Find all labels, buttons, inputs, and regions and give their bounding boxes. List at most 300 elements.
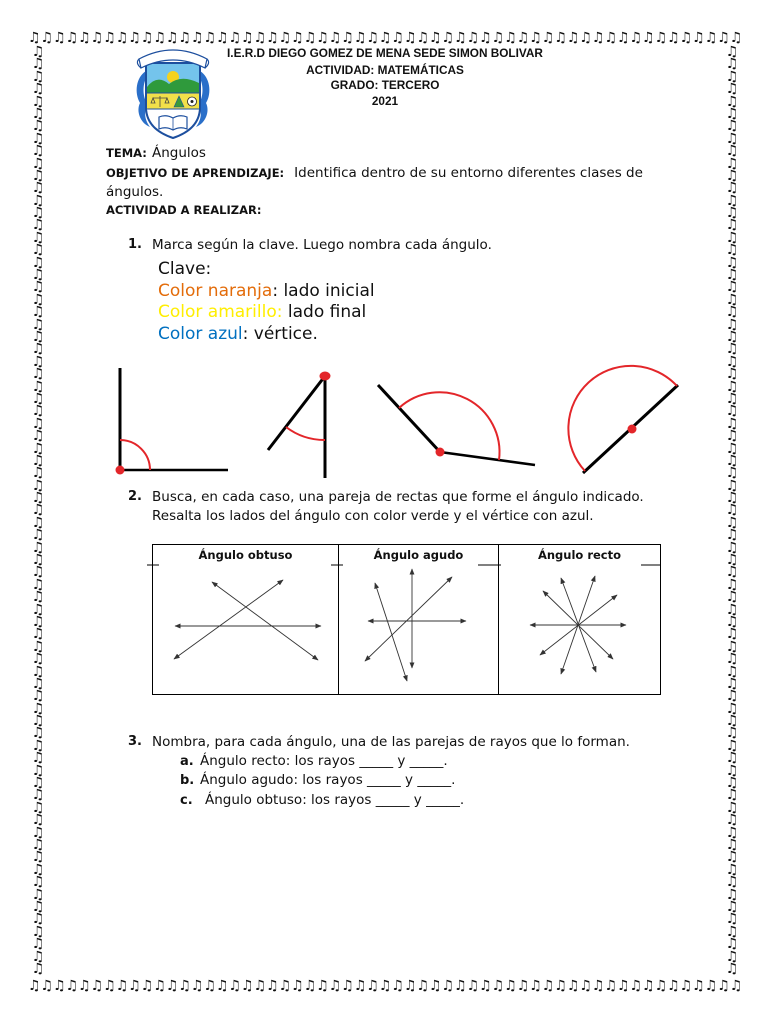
music-note-icon: ♫ — [725, 118, 739, 135]
music-note-icon: ♫ — [31, 552, 45, 569]
music-note-icon: ♫ — [725, 601, 739, 618]
music-note-icon: ♫ — [378, 30, 392, 46]
music-note-icon: ♫ — [667, 978, 680, 994]
music-note-icon: ♫ — [90, 978, 104, 994]
music-note-icon: ♫ — [725, 254, 739, 271]
angle-arc — [399, 392, 500, 460]
music-note-icon: ♫ — [31, 452, 45, 469]
music-note-icon: ♫ — [31, 725, 45, 742]
activity-heading — [106, 200, 261, 219]
music-note-icon: ♫ — [725, 849, 739, 866]
music-note-icon: ♫ — [128, 978, 141, 994]
music-note-icon: ♫ — [725, 552, 739, 569]
music-note-icon: ♫ — [65, 978, 79, 994]
music-note-icon: ♫ — [31, 737, 45, 754]
music-note-icon: ♫ — [441, 978, 455, 994]
music-note-icon: ♫ — [31, 304, 45, 321]
music-note-icon: ♫ — [725, 93, 739, 110]
music-note-icon: ♫ — [416, 978, 430, 994]
music-note-icon: ♫ — [31, 601, 45, 618]
music-note-icon: ♫ — [203, 978, 216, 994]
topic-line — [106, 143, 206, 162]
music-note-icon: ♫ — [31, 180, 45, 197]
music-note-icon: ♫ — [725, 837, 739, 853]
key-meaning: : lado inicial — [272, 280, 375, 301]
music-note-icon: ♫ — [31, 254, 45, 271]
music-note-icon: ♫ — [31, 328, 45, 345]
music-note-icon: ♫ — [725, 886, 739, 903]
music-note-icon: ♫ — [31, 589, 45, 606]
music-note-icon: ♫ — [679, 30, 693, 46]
music-note-icon: ♫ — [566, 978, 580, 994]
music-note-icon: ♫ — [454, 978, 467, 994]
music-note-icon: ♫ — [165, 30, 179, 46]
music-note-icon: ♫ — [291, 978, 304, 994]
key-color-label: Color azul — [158, 323, 243, 344]
music-note-icon: ♫ — [466, 978, 480, 994]
music-note-icon: ♫ — [31, 130, 45, 147]
music-note-icon: ♫ — [642, 30, 655, 46]
item-text: Ángulo obtuso: los rayos _____ y _____. — [205, 791, 465, 808]
vertex-dot — [320, 372, 331, 381]
music-note-icon: ♫ — [31, 105, 45, 122]
key-color-label: Color amarillo: — [158, 302, 283, 322]
music-note-icon: ♫ — [725, 465, 739, 482]
music-note-icon: ♫ — [725, 217, 739, 234]
music-note-icon: ♫ — [31, 477, 45, 494]
music-note-icon: ♫ — [31, 539, 45, 556]
music-note-icon: ♫ — [725, 737, 739, 754]
music-note-icon: ♫ — [128, 30, 141, 46]
angle-side — [440, 452, 535, 465]
question-1-number: 1. — [128, 237, 142, 252]
music-note-icon: ♫ — [31, 675, 45, 692]
music-note-icon: ♫ — [491, 978, 505, 994]
music-note-icon: ♫ — [316, 978, 329, 994]
color-key — [158, 259, 375, 345]
music-note-icon: ♫ — [529, 978, 542, 994]
music-note-icon: ♫ — [725, 143, 739, 160]
music-note-icon: ♫ — [40, 30, 54, 46]
music-note-icon: ♫ — [278, 30, 292, 46]
music-note-icon: ♫ — [190, 978, 204, 994]
music-note-icon: ♫ — [31, 787, 45, 804]
angle-side — [378, 385, 440, 452]
music-note-icon: ♫ — [328, 978, 342, 994]
music-note-icon: ♫ — [725, 589, 739, 606]
question-1-text: Marca según la clave. Luego nombra cada ángulo. — [152, 237, 492, 253]
music-note-icon: ♫ — [31, 576, 45, 593]
music-note-icon: ♫ — [31, 341, 45, 358]
music-note-icon: ♫ — [31, 378, 45, 395]
music-note-icon: ♫ — [31, 118, 45, 135]
music-note-icon: ♫ — [725, 948, 739, 965]
music-note-icon: ♫ — [516, 30, 530, 46]
music-note-icon: ♫ — [717, 30, 730, 46]
music-note-icon: ♫ — [31, 886, 45, 903]
music-note-icon: ♫ — [228, 30, 242, 46]
music-note-icon: ♫ — [31, 502, 45, 519]
item-text: Ángulo recto: los rayos _____ y _____. — [200, 752, 448, 769]
music-note-icon: ♫ — [241, 978, 254, 994]
music-note-icon: ♫ — [31, 762, 45, 779]
music-note-icon: ♫ — [642, 978, 655, 994]
music-note-icon: ♫ — [31, 911, 45, 928]
music-note-icon: ♫ — [725, 688, 739, 705]
question-3-text: Nombra, para cada ángulo, una de las parejas de rayos que lo forman. — [152, 734, 630, 750]
music-note-icon: ♫ — [725, 68, 739, 85]
music-note-icon: ♫ — [178, 978, 191, 994]
music-note-icon: ♫ — [725, 663, 739, 680]
music-note-icon: ♫ — [31, 465, 45, 482]
music-note-icon: ♫ — [725, 799, 739, 816]
music-note-icon: ♫ — [566, 30, 580, 46]
music-note-icon: ♫ — [31, 638, 45, 655]
music-note-icon: ♫ — [454, 30, 467, 46]
music-note-icon: ♫ — [725, 415, 739, 432]
music-note-icon: ♫ — [725, 167, 739, 184]
music-note-icon: ♫ — [103, 978, 116, 994]
music-note-icon: ♫ — [31, 948, 45, 965]
music-note-icon: ♫ — [725, 56, 739, 73]
music-note-icon: ♫ — [725, 527, 739, 544]
music-note-icon: ♫ — [692, 30, 705, 46]
music-note-icon: ♫ — [616, 30, 630, 46]
music-note-icon: ♫ — [579, 30, 592, 46]
music-note-icon: ♫ — [31, 366, 45, 383]
music-note-icon: ♫ — [78, 30, 91, 46]
music-note-icon: ♫ — [31, 490, 45, 507]
music-note-icon: ♫ — [725, 626, 739, 643]
music-note-icon: ♫ — [725, 960, 739, 977]
angles-table — [152, 544, 661, 695]
music-note-icon: ♫ — [31, 688, 45, 705]
music-note-icon: ♫ — [328, 30, 342, 46]
music-note-icon: ♫ — [253, 978, 267, 994]
right-angle-figure — [116, 368, 229, 475]
music-note-icon: ♫ — [31, 415, 45, 432]
music-note-icon: ♫ — [729, 30, 743, 46]
music-note-icon: ♫ — [591, 30, 605, 46]
music-note-icon: ♫ — [725, 911, 739, 928]
grade-title: GRADO: TERCERO — [330, 78, 440, 92]
music-note-icon: ♫ — [729, 978, 743, 994]
music-note-icon: ♫ — [629, 30, 643, 46]
music-note-icon: ♫ — [725, 651, 739, 668]
key-row-blue — [158, 324, 375, 346]
music-note-icon: ♫ — [266, 30, 279, 46]
music-note-icon: ♫ — [103, 30, 116, 46]
music-note-icon: ♫ — [31, 700, 45, 717]
music-note-icon: ♫ — [31, 242, 45, 259]
music-note-icon: ♫ — [725, 341, 739, 358]
music-note-icon: ♫ — [725, 675, 739, 692]
music-note-icon: ♫ — [153, 30, 166, 46]
music-note-icon: ♫ — [31, 626, 45, 643]
objective-line — [106, 163, 661, 201]
music-note-icon: ♫ — [31, 861, 45, 878]
music-note-icon: ♫ — [725, 267, 739, 284]
key-color-label: Color naranja — [158, 280, 273, 301]
music-note-icon: ♫ — [391, 30, 404, 46]
music-note-icon: ♫ — [725, 316, 739, 333]
music-note-icon: ♫ — [725, 514, 739, 531]
music-note-icon: ♫ — [717, 978, 730, 994]
music-note-icon: ♫ — [28, 978, 41, 994]
question-2-number: 2. — [128, 489, 142, 504]
music-note-icon: ♫ — [31, 143, 45, 160]
vertex-dot — [116, 466, 125, 475]
music-note-icon: ♫ — [165, 978, 179, 994]
column-header: Ángulo recto — [537, 548, 622, 562]
school-name: I.E.R.D DIEGO GOMEZ DE MENA SEDE SIMON BOLIVAR — [227, 46, 543, 60]
music-note-icon: ♫ — [667, 30, 680, 46]
music-note-icon: ♫ — [591, 978, 605, 994]
music-note-icon: ♫ — [53, 978, 66, 994]
music-note-icon: ♫ — [65, 30, 79, 46]
music-note-icon: ♫ — [725, 403, 739, 420]
music-note-icon: ♫ — [725, 130, 739, 147]
music-note-icon: ♫ — [31, 440, 45, 457]
subject-title: ACTIVIDAD: MATEMÁTICAS — [306, 63, 464, 77]
music-note-icon: ♫ — [654, 30, 668, 46]
music-note-icon: ♫ — [31, 812, 45, 829]
music-note-icon: ♫ — [725, 725, 739, 742]
music-note-icon: ♫ — [725, 613, 739, 630]
music-note-icon: ♫ — [429, 30, 442, 46]
border-bottom — [28, 978, 742, 994]
key-row-yellow — [158, 302, 375, 324]
music-note-icon: ♫ — [228, 978, 242, 994]
music-note-icon: ♫ — [31, 44, 45, 60]
music-note-icon: ♫ — [31, 514, 45, 531]
music-note-icon: ♫ — [504, 978, 517, 994]
music-note-icon: ♫ — [28, 30, 41, 46]
music-note-icon: ♫ — [31, 713, 45, 730]
music-note-icon: ♫ — [31, 267, 45, 284]
music-note-icon: ♫ — [31, 353, 45, 370]
music-note-icon: ♫ — [40, 978, 54, 994]
music-note-icon: ♫ — [429, 978, 442, 994]
music-note-icon: ♫ — [725, 353, 739, 370]
music-note-icon: ♫ — [554, 30, 567, 46]
music-note-icon: ♫ — [140, 978, 154, 994]
question-3-number: 3. — [128, 734, 142, 749]
music-note-icon: ♫ — [31, 316, 45, 333]
music-note-icon: ♫ — [554, 978, 567, 994]
music-note-icon: ♫ — [725, 440, 739, 457]
music-note-icon: ♫ — [31, 428, 45, 445]
music-note-icon: ♫ — [291, 30, 304, 46]
music-note-icon: ♫ — [31, 923, 45, 940]
music-note-icon: ♫ — [31, 217, 45, 234]
music-note-icon: ♫ — [31, 68, 45, 85]
item-text: Ángulo agudo: los rayos _____ y _____. — [200, 772, 456, 788]
music-note-icon: ♫ — [504, 30, 517, 46]
music-note-icon: ♫ — [441, 30, 455, 46]
music-note-icon: ♫ — [725, 366, 739, 383]
music-note-icon: ♫ — [579, 978, 592, 994]
music-note-icon: ♫ — [725, 576, 739, 593]
music-note-icon: ♫ — [316, 30, 329, 46]
objective-text: Identifica dentro de su entorno diferentes clases de ángulos. — [106, 165, 643, 200]
music-note-icon: ♫ — [31, 663, 45, 680]
music-note-icon: ♫ — [416, 30, 430, 46]
question-2-text: Busca, en cada caso, una pareja de rectas que forme el ángulo indicado. Resalta los lados del ángulo con color verde y el vértice con azul. — [152, 489, 644, 524]
music-note-icon: ♫ — [725, 477, 739, 494]
item-letter: a. — [180, 753, 194, 769]
music-note-icon: ♫ — [725, 328, 739, 345]
music-note-icon: ♫ — [31, 527, 45, 544]
music-note-icon: ♫ — [725, 923, 739, 940]
music-note-icon: ♫ — [725, 787, 739, 804]
music-note-icon: ♫ — [725, 564, 739, 581]
music-note-icon: ♫ — [725, 502, 739, 519]
music-note-icon: ♫ — [725, 638, 739, 655]
music-note-icon: ♫ — [529, 30, 542, 46]
music-note-icon: ♫ — [31, 936, 45, 953]
music-note-icon: ♫ — [541, 30, 555, 46]
music-note-icon: ♫ — [115, 30, 129, 46]
music-note-icon: ♫ — [725, 390, 739, 407]
music-note-icon: ♫ — [31, 390, 45, 407]
music-note-icon: ♫ — [725, 81, 739, 98]
music-note-icon: ♫ — [353, 978, 367, 994]
music-note-icon: ♫ — [725, 898, 739, 915]
music-note-icon: ♫ — [31, 849, 45, 866]
border-right — [722, 46, 742, 976]
year-title: 2021 — [371, 94, 399, 108]
column-header: Ángulo obtuso — [198, 548, 293, 562]
music-note-icon: ♫ — [725, 428, 739, 445]
topic-value: Ángulos — [151, 145, 206, 161]
music-note-icon: ♫ — [303, 30, 317, 46]
music-note-icon: ♫ — [725, 205, 739, 222]
music-note-icon: ♫ — [31, 775, 45, 792]
music-note-icon: ♫ — [190, 30, 204, 46]
music-note-icon: ♫ — [31, 291, 45, 308]
music-note-icon: ♫ — [725, 539, 739, 556]
music-note-icon: ♫ — [31, 279, 45, 296]
music-note-icon: ♫ — [604, 30, 617, 46]
music-note-icon: ♫ — [604, 978, 617, 994]
music-note-icon: ♫ — [725, 378, 739, 395]
music-note-icon: ♫ — [725, 700, 739, 717]
music-note-icon: ♫ — [725, 713, 739, 730]
music-note-icon: ♫ — [725, 936, 739, 953]
music-note-icon: ♫ — [31, 651, 45, 668]
music-note-icon: ♫ — [725, 44, 739, 60]
music-note-icon: ♫ — [215, 30, 229, 46]
music-note-icon: ♫ — [31, 205, 45, 222]
column-acute — [338, 545, 498, 694]
music-note-icon: ♫ — [725, 291, 739, 308]
music-note-icon: ♫ — [31, 56, 45, 73]
border-left — [28, 46, 48, 976]
music-note-icon: ♫ — [725, 762, 739, 779]
music-note-icon: ♫ — [725, 155, 739, 172]
straight-angle-figure — [568, 366, 678, 473]
key-meaning: : vértice. — [242, 323, 318, 344]
music-note-icon: ♫ — [31, 750, 45, 767]
music-note-icon: ♫ — [215, 978, 229, 994]
music-note-icon: ♫ — [341, 30, 354, 46]
music-note-icon: ♫ — [53, 30, 66, 46]
angle-side — [268, 376, 325, 450]
music-note-icon: ♫ — [31, 564, 45, 581]
objective-label: OBJETIVO DE APRENDIZAJE: — [106, 166, 285, 180]
music-note-icon: ♫ — [725, 490, 739, 507]
music-note-icon: ♫ — [31, 824, 45, 841]
music-note-icon: ♫ — [516, 978, 530, 994]
music-note-icon: ♫ — [31, 167, 45, 184]
music-note-icon: ♫ — [403, 30, 417, 46]
music-note-icon: ♫ — [303, 978, 317, 994]
music-note-icon: ♫ — [78, 978, 91, 994]
column-obtuse — [153, 545, 338, 694]
music-note-icon: ♫ — [725, 874, 739, 891]
music-note-icon: ♫ — [31, 613, 45, 630]
angle-arc — [568, 366, 677, 471]
music-note-icon: ♫ — [241, 30, 254, 46]
music-note-icon: ♫ — [725, 279, 739, 296]
key-meaning: lado final — [282, 302, 367, 322]
music-note-icon: ♫ — [31, 799, 45, 816]
music-note-icon: ♫ — [31, 403, 45, 420]
music-note-icon: ♫ — [391, 978, 404, 994]
music-note-icon: ♫ — [725, 192, 739, 209]
column-header: Ángulo agudo — [373, 548, 464, 562]
vertex-dot — [628, 425, 637, 434]
music-note-icon: ♫ — [616, 978, 630, 994]
music-note-icon: ♫ — [479, 30, 492, 46]
music-note-icon: ♫ — [203, 30, 216, 46]
music-note-icon: ♫ — [140, 30, 154, 46]
obtuse-angle-figure — [378, 385, 535, 465]
music-note-icon: ♫ — [725, 242, 739, 259]
music-note-icon: ♫ — [725, 824, 739, 841]
music-note-icon: ♫ — [725, 304, 739, 321]
music-note-icon: ♫ — [466, 30, 480, 46]
music-note-icon: ♫ — [115, 978, 129, 994]
music-note-icon: ♫ — [725, 180, 739, 197]
activity-label: ACTIVIDAD A REALIZAR: — [106, 203, 262, 217]
music-note-icon: ♫ — [491, 30, 505, 46]
music-note-icon: ♫ — [31, 960, 45, 977]
music-note-icon: ♫ — [278, 978, 292, 994]
music-note-icon: ♫ — [153, 978, 166, 994]
music-note-icon: ♫ — [366, 30, 379, 46]
music-note-icon: ♫ — [725, 775, 739, 792]
music-note-icon: ♫ — [725, 750, 739, 767]
music-note-icon: ♫ — [31, 81, 45, 98]
music-note-icon: ♫ — [341, 978, 354, 994]
vertex-dot — [436, 448, 445, 457]
music-note-icon: ♫ — [253, 30, 267, 46]
angle-arc — [120, 440, 150, 470]
music-note-icon: ♫ — [629, 978, 643, 994]
music-note-icon: ♫ — [725, 812, 739, 829]
music-note-icon: ♫ — [692, 978, 705, 994]
music-note-icon: ♫ — [654, 978, 668, 994]
music-note-icon: ♫ — [704, 30, 718, 46]
angle-arc — [286, 427, 325, 440]
music-note-icon: ♫ — [403, 978, 417, 994]
angle-side — [583, 385, 678, 473]
music-note-icon: ♫ — [353, 30, 367, 46]
music-note-icon: ♫ — [31, 229, 45, 246]
acute-angle-figure — [268, 372, 331, 479]
